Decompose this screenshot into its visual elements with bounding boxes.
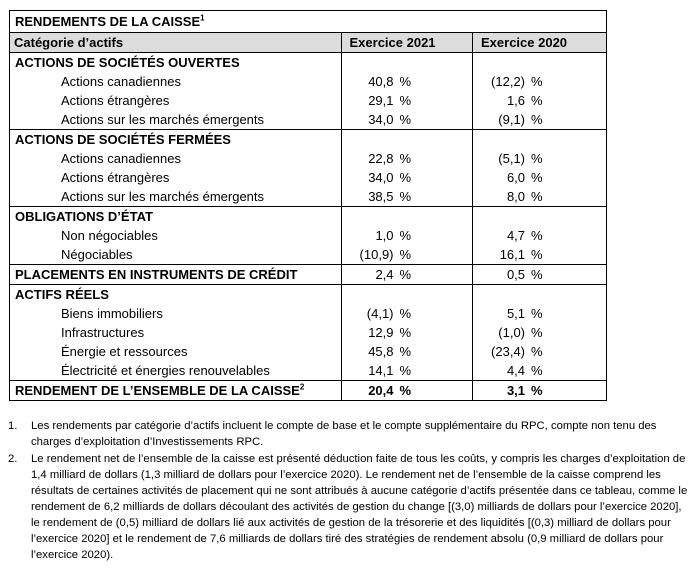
value-2020: [473, 381, 607, 401]
section-row: [10, 53, 607, 73]
value-2020-value-group: [473, 304, 606, 323]
percent-sign: %: [399, 344, 412, 359]
value-2020: [473, 53, 607, 73]
returns-table: [9, 10, 607, 401]
percent-sign: %: [531, 363, 543, 378]
row-label: Négociables: [10, 245, 342, 265]
value-2021-value-group: [342, 149, 473, 168]
value: 29,1: [368, 93, 394, 108]
value-2020: [473, 265, 607, 285]
percent-sign: %: [531, 112, 543, 127]
value-2021-value-group: [342, 361, 473, 380]
value-2021: [341, 304, 473, 323]
footnote-2: [8, 451, 692, 563]
value: (12,2): [491, 74, 526, 89]
value-2021-value-group: [342, 226, 473, 245]
value: 4,7: [506, 228, 526, 243]
table-row: [10, 149, 607, 168]
value-2021: [341, 168, 473, 187]
value-2020: [473, 207, 607, 227]
header-category: Catégorie d’actifs: [10, 33, 342, 53]
value-2020: [473, 149, 607, 168]
value-2020: [473, 285, 607, 305]
value-2021: [341, 130, 473, 150]
percent-sign: %: [531, 189, 543, 204]
value-2020: [473, 304, 607, 323]
row-label: Actions sur les marchés émergents: [10, 187, 342, 207]
row-label: Actions sur les marchés émergents: [10, 110, 342, 130]
value-2021: [341, 361, 473, 381]
value-2021: [341, 265, 473, 285]
percent-sign: %: [531, 325, 543, 340]
value-2021: [341, 323, 473, 342]
percent-sign: %: [531, 344, 543, 359]
value-2020: [473, 91, 607, 110]
table-row: [10, 110, 607, 130]
value: 38,5: [368, 189, 394, 204]
value-2020-value-group: [473, 342, 606, 361]
row-label: Actions étrangères: [10, 91, 342, 110]
value-2021: [341, 187, 473, 207]
percent-sign: %: [399, 247, 412, 262]
percent-sign: %: [531, 383, 543, 398]
row-label: Infrastructures: [10, 323, 342, 342]
value: 0,5: [506, 267, 526, 282]
percent-sign: %: [399, 228, 412, 243]
value-2021-value-group: [342, 168, 473, 187]
value-2020: [473, 187, 607, 207]
footnote-text: Le rendement net de l’ensemble de la caisse est présenté déduction faite de tous les coûts, y compris les charges d’exploitation de 1,4 milliard de dollars (1,3 milliard de dollars pour l’exercice 2020). Le rendement net de l’ensemble de la caisse comprend les résultats de certaines activités de placement qui ne sont attribués à aucune catégorie d’actifs présentée dans ce tableau, comme le rendement de 6,2 milliards de dollars découlant des activités de gestion du change [(3,0) milliards de dollars pour l’exercice 2020], le rendement de (0,5) milliard de dollars lié aux activités de gestion de la trésorerie et des liquidités [(0,3) milliard de dollars pour l’exercice 2020] et le rendement de 7,6 milliards de dollars tiré des stratégies de rendement absolu (0,9 milliard de dollars pour l’exercice 2020).: [31, 453, 688, 561]
value-2020-value-group: [473, 265, 606, 284]
table-row: [10, 226, 607, 245]
percent-sign: %: [399, 189, 412, 204]
table-row: [10, 91, 607, 110]
value-2020-value-group: [473, 91, 606, 110]
row-label: Actions canadiennes: [10, 72, 342, 91]
row-label: Électricité et énergies renouvelables: [10, 361, 342, 381]
table-title: [10, 11, 607, 33]
percent-sign: %: [531, 93, 543, 108]
value-2021-value-group: [342, 72, 473, 91]
value: (10,9): [359, 247, 394, 262]
value-2020: [473, 226, 607, 245]
header-year-2021: Exercice 2021: [341, 33, 473, 53]
value: 6,0: [506, 170, 526, 185]
value-2021-value-group: [342, 381, 473, 400]
value-2021-value-group: [342, 245, 473, 264]
section-row: [10, 285, 607, 305]
value: 2,4: [375, 267, 394, 282]
table-row: [10, 187, 607, 207]
table-row: [10, 72, 607, 91]
value-2020-value-group: [473, 187, 606, 206]
value-2020-value-group: [473, 323, 606, 342]
value: (9,1): [498, 112, 526, 127]
section-row: [10, 265, 607, 285]
value: (4,1): [366, 306, 394, 321]
header-year-2020: Exercice 2020: [473, 33, 607, 53]
value: 22,8: [368, 151, 394, 166]
percent-sign: %: [399, 363, 412, 378]
percent-sign: %: [531, 170, 543, 185]
value: (5,1): [498, 151, 526, 166]
percent-sign: %: [531, 247, 543, 262]
value: 34,0: [368, 170, 394, 185]
value-2021: [341, 285, 473, 305]
value: 1,0: [375, 228, 394, 243]
value-2020-value-group: [473, 381, 606, 400]
percent-sign: %: [399, 74, 412, 89]
value-2021-value-group: [342, 342, 473, 361]
title-footnote-ref: 1: [200, 13, 205, 23]
value-2020-value-group: [473, 110, 606, 129]
total-row: [10, 381, 607, 401]
value-2020-value-group: [473, 168, 606, 187]
percent-sign: %: [399, 151, 412, 166]
row-label: Biens immobiliers: [10, 304, 342, 323]
value: 1,6: [506, 93, 526, 108]
row-label: Non négociables: [10, 226, 342, 245]
value-2020-value-group: [473, 72, 606, 91]
value: (1,0): [498, 325, 526, 340]
value-2020: [473, 110, 607, 130]
percent-sign: %: [399, 170, 412, 185]
table-row: [10, 323, 607, 342]
table-row: [10, 342, 607, 361]
value-2021-value-group: [342, 187, 473, 206]
value: 34,0: [368, 112, 394, 127]
total-label-text: RENDEMENT DE L’ENSEMBLE DE LA CAISSE: [15, 383, 300, 398]
value-2020-value-group: [473, 245, 606, 264]
value-2021: [341, 245, 473, 265]
percent-sign: %: [399, 267, 412, 282]
section-title: ACTIONS DE SOCIÉTÉS FERMÉES: [10, 130, 342, 150]
value: 45,8: [368, 344, 394, 359]
row-label: Énergie et ressources: [10, 342, 342, 361]
value-2020: [473, 323, 607, 342]
value: 8,0: [506, 189, 526, 204]
value-2021: [341, 226, 473, 245]
percent-sign: %: [531, 267, 543, 282]
value-2021-value-group: [342, 91, 473, 110]
percent-sign: %: [399, 325, 412, 340]
value: (23,4): [491, 344, 526, 359]
header-row: [10, 33, 607, 53]
returns-table-body: [10, 11, 607, 401]
section-title: PLACEMENTS EN INSTRUMENTS DE CRÉDIT: [10, 265, 342, 285]
percent-sign: %: [399, 306, 412, 321]
value-2020-value-group: [473, 226, 606, 245]
table-title-row: [10, 11, 607, 33]
value: 16,1: [499, 247, 526, 262]
value-2020: [473, 130, 607, 150]
value-2021: [341, 91, 473, 110]
value-2021: [341, 381, 473, 401]
value-2020: [473, 72, 607, 91]
row-label: Actions étrangères: [10, 168, 342, 187]
value-2020: [473, 342, 607, 361]
value-2021: [341, 149, 473, 168]
value-2020: [473, 168, 607, 187]
value: 3,1: [506, 383, 526, 398]
value-2021: [341, 110, 473, 130]
section-row: [10, 130, 607, 150]
row-label: Actions canadiennes: [10, 149, 342, 168]
value-2020-value-group: [473, 149, 606, 168]
value-2021-value-group: [342, 323, 473, 342]
footnote-1: [8, 418, 692, 450]
table-row: [10, 245, 607, 265]
footnote-text: Les rendements par catégorie d’actifs incluent le compte de base et le compte supplémentaire du RPC, compte non tenu des charges d’exploitation d’Investissements RPC.: [31, 420, 657, 448]
value: 20,4: [368, 383, 394, 398]
percent-sign: %: [531, 74, 543, 89]
value-2021-value-group: [342, 110, 473, 129]
percent-sign: %: [399, 112, 412, 127]
value-2020: [473, 361, 607, 381]
section-title: ACTIONS DE SOCIÉTÉS OUVERTES: [10, 53, 342, 73]
value-2021: [341, 72, 473, 91]
value-2020: [473, 245, 607, 265]
value-2021: [341, 207, 473, 227]
footnote-number: 2.: [8, 453, 18, 465]
table-row: [10, 361, 607, 381]
percent-sign: %: [531, 228, 543, 243]
table-title-text: RENDEMENTS DE LA CAISSE: [15, 14, 201, 29]
value: 4,4: [506, 363, 526, 378]
value-2021-value-group: [342, 304, 473, 323]
total-label: [10, 381, 342, 401]
percent-sign: %: [399, 93, 412, 108]
table-row: [10, 168, 607, 187]
value-2021: [341, 342, 473, 361]
section-title: ACTIFS RÉELS: [10, 285, 342, 305]
value: 40,8: [368, 74, 394, 89]
table-row: [10, 304, 607, 323]
percent-sign: %: [531, 151, 543, 166]
value-2021-value-group: [342, 265, 473, 284]
footnotes: [8, 418, 692, 564]
value-2021: [341, 53, 473, 73]
value: 12,9: [368, 325, 394, 340]
value: 5,1: [506, 306, 526, 321]
total-footnote-ref: 2: [299, 382, 305, 392]
section-title: OBLIGATIONS D’ÉTAT: [10, 207, 342, 227]
percent-sign: %: [399, 383, 412, 398]
footnote-number: 1.: [8, 420, 18, 432]
value-2020-value-group: [473, 361, 606, 380]
value: 14,1: [368, 363, 394, 378]
section-row: [10, 207, 607, 227]
percent-sign: %: [531, 306, 543, 321]
